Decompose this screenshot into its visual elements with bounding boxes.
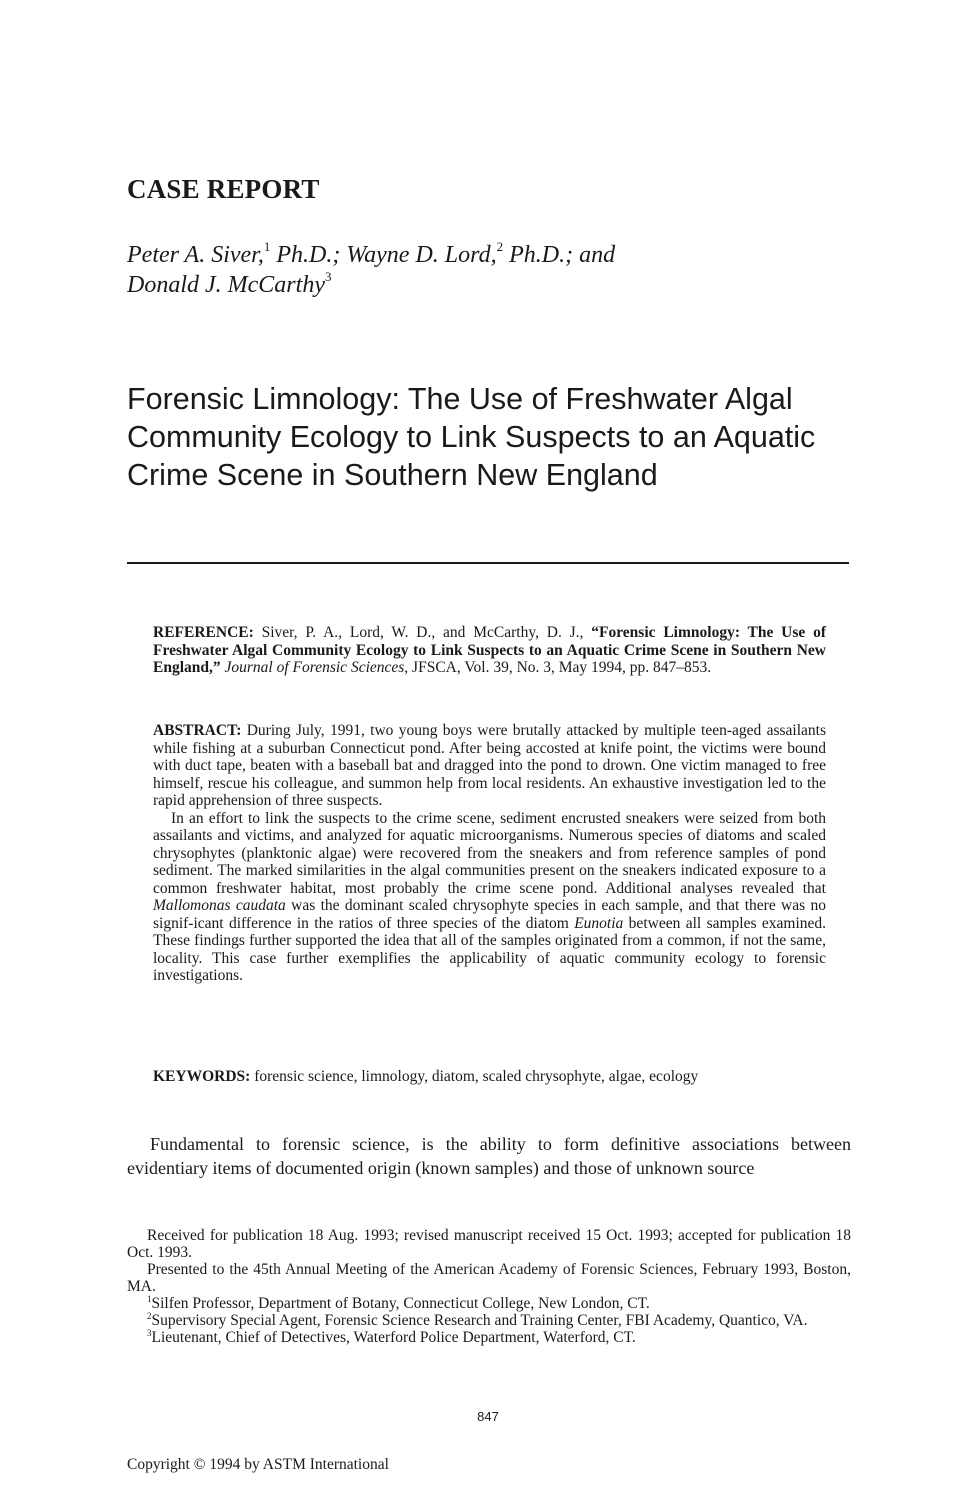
footnote-2-text: Supervisory Special Agent, Forensic Science Research and Training Center, FBI Academy, Quantico, VA.: [151, 1312, 808, 1329]
reference-article-title: “Forensic Limnology: The Use of Freshwater Algal Community Ecology to Link Suspects to an Aquatic Crime Scene in Southern New England,”: [153, 624, 826, 676]
section-label: CASE REPORT: [127, 174, 320, 204]
title-divider: [127, 562, 849, 564]
abstract-paragraph-2b: was the dominant scaled chrysophyte species in each sample, and that there was no signif-icant difference in the ratios of three species of the diatom: [153, 897, 827, 932]
footnote-1-text: Silfen Professor, Department of Botany, Connecticut College, New London, CT.: [151, 1295, 650, 1312]
keywords-label: KEYWORDS:: [153, 1068, 251, 1085]
author-list: [127, 240, 615, 300]
author-affiliation-mark-2: 2: [496, 239, 504, 254]
abstract-paragraph-2c: between all samples examined. These findings further supported the idea that all of the samples originated from a common, if not the same, locality. This case further exemplifies the applicability of aquatic community ecology to forensic investigations.: [153, 914, 827, 984]
reference-block: [153, 624, 826, 677]
author-degree-2: Ph.D.; and: [503, 242, 616, 268]
reference-authors: Siver, P. A., Lord, W. D., and McCarthy, D. J.,: [253, 624, 592, 641]
footnote-1: [127, 1295, 851, 1312]
footnote-2: [127, 1312, 851, 1329]
author-affiliation-mark-1: 1: [263, 239, 271, 254]
author-name-2: Wayne D. Lord,: [346, 242, 497, 268]
reference-label: REFERENCE:: [153, 624, 254, 641]
footnote-mark-2: 2: [147, 1311, 152, 1321]
footnote-received: Received for publication 18 Aug. 1993; revised manuscript received 15 Oct. 1993; accepted for publication 18 Oct. 1993.: [127, 1227, 851, 1261]
footnote-3-text: Lieutenant, Chief of Detectives, Waterford Police Department, Waterford, CT.: [151, 1329, 636, 1346]
author-affiliation-mark-3: 3: [324, 269, 332, 284]
reference-citation: JFSCA, Vol. 39, No. 3, May 1994, pp. 847–853.: [408, 659, 712, 676]
abstract-paragraph-1: During July, 1991, two young boys were brutally attacked by multiple teen-aged assailants while fishing at a suburban Connecticut pond. After being accosted at knife point, the victims were bound with duct tape, beaten with a baseball bat and dragged into the pond to drown. One victim managed to free himself, rescue his colleague, and summon help from local residents. An exhaustive investigation led to the rapid apprehension of three suspects.: [153, 722, 826, 809]
genus-name: Eunotia: [574, 914, 624, 932]
footnote-mark-3: 3: [147, 1328, 152, 1338]
title-line: Forensic Limnology: The Use of Freshwater Algal: [127, 382, 793, 416]
title-line: Community Ecology to Link Suspects to an Aquatic: [127, 420, 816, 454]
abstract-block: [153, 722, 826, 985]
title-line: Crime Scene in Southern New England: [127, 458, 658, 492]
author-degree-1: Ph.D.;: [270, 242, 347, 268]
footnote-mark-1: 1: [147, 1294, 152, 1304]
abstract-paragraph-2a: In an effort to link the suspects to the crime scene, sediment encrusted sneakers were seized from both assailants and victims, and analyzed for aquatic microorganisms. Numerous species of diatoms and scaled chrysophytes (planktonic algae) were recovered from the sneakers and from reference samples of pond sediment. The marked similarities in the algal communities present on the sneakers indicated exposure to a common freshwater habitat, most probably the crime scene pond. Additional analyses revealed that: [153, 809, 826, 897]
reference-journal: Journal of Forensic Sciences,: [220, 659, 409, 676]
footnotes: [127, 1227, 851, 1346]
keywords-block: [153, 1068, 826, 1086]
author-line-1: [127, 240, 615, 270]
author-name-1: Peter A. Siver,: [127, 242, 264, 268]
species-name: Mallomonas caudata: [153, 897, 286, 914]
article-title: [127, 380, 887, 494]
body-paragraph: Fundamental to forensic science, is the ability to form definitive associations between evidentiary items of documented origin (known samples) and those of unknown source: [127, 1134, 851, 1178]
copyright-notice: Copyright © 1994 by ASTM International: [127, 1456, 389, 1473]
abstract-label: ABSTRACT:: [153, 722, 242, 739]
keywords-text: forensic science, limnology, diatom, scaled chrysophyte, algae, ecology: [250, 1068, 699, 1085]
author-line-2: [127, 270, 615, 300]
footnote-presented: Presented to the 45th Annual Meeting of the American Academy of Forensic Sciences, February 1993, Boston, MA.: [127, 1261, 851, 1295]
footnote-3: [127, 1329, 851, 1346]
page-number: 847: [477, 1409, 499, 1424]
author-name-3: Donald J. McCarthy: [127, 272, 325, 298]
body-text: [127, 1133, 851, 1180]
